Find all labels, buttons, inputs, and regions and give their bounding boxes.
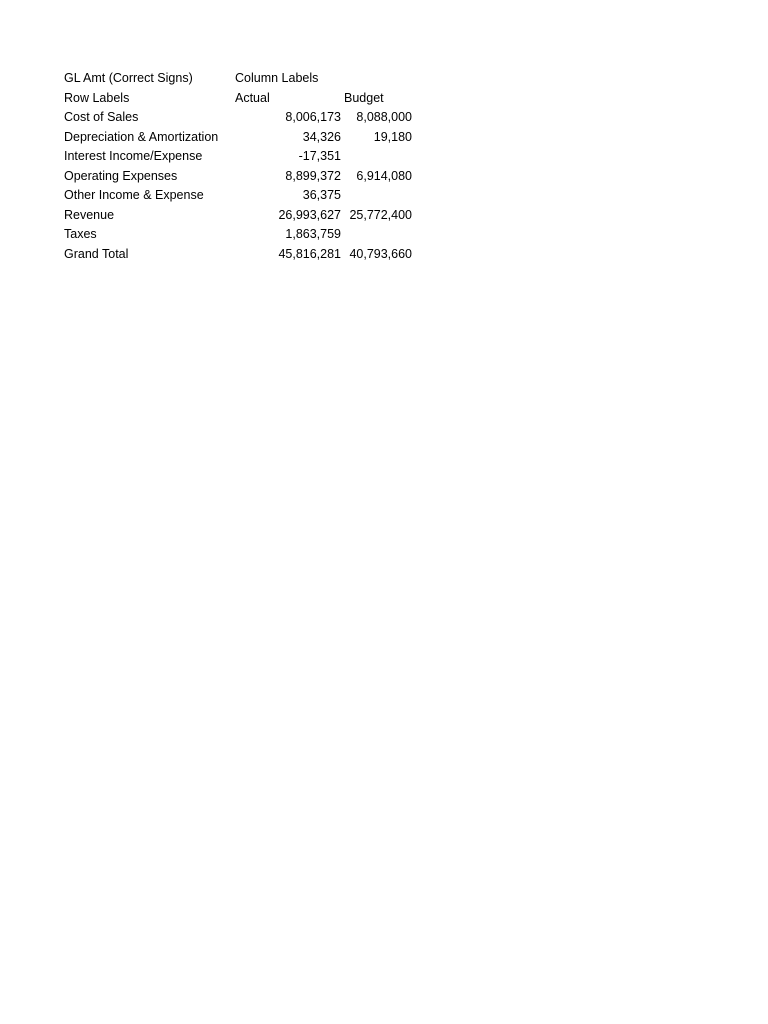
row-label[interactable]: Revenue	[64, 207, 115, 222]
budget-value[interactable]: 6,914,080	[356, 168, 412, 183]
row-label[interactable]: Interest Income/Expense	[64, 149, 203, 163]
grand-total-budget[interactable]: 40,793,660	[349, 246, 412, 261]
actual-value[interactable]: -17,351	[298, 149, 341, 163]
row-label[interactable]: Operating Expenses	[64, 168, 178, 183]
actual-value[interactable]: 1,863,759	[285, 227, 341, 241]
row-label[interactable]: Taxes	[64, 227, 97, 241]
budget-value[interactable]: 25,772,400	[349, 207, 412, 222]
column-labels-header[interactable]: Column Labels	[235, 71, 319, 85]
actual-value[interactable]: 8,899,372	[285, 168, 341, 183]
actual-value[interactable]: 34,326	[302, 129, 341, 144]
budget-value[interactable]: 19,180	[373, 129, 412, 144]
grand-total-label[interactable]: Grand Total	[64, 246, 129, 261]
grand-total-actual[interactable]: 45,816,281	[278, 246, 341, 261]
actual-value[interactable]: 8,006,173	[285, 110, 341, 124]
actual-value[interactable]: 26,993,627	[278, 207, 341, 222]
budget-value[interactable]: 8,088,000	[356, 110, 412, 124]
row-label[interactable]: Depreciation & Amortization	[64, 129, 219, 144]
row-label[interactable]: Other Income & Expense	[64, 188, 204, 202]
column-header-budget[interactable]: Budget	[344, 90, 384, 105]
column-header-actual[interactable]: Actual	[235, 90, 270, 105]
row-label[interactable]: Cost of Sales	[64, 110, 139, 124]
value-field-label[interactable]: GL Amt (Correct Signs)	[64, 71, 193, 85]
actual-value[interactable]: 36,375	[302, 188, 341, 202]
row-labels-header[interactable]: Row Labels	[64, 90, 130, 105]
